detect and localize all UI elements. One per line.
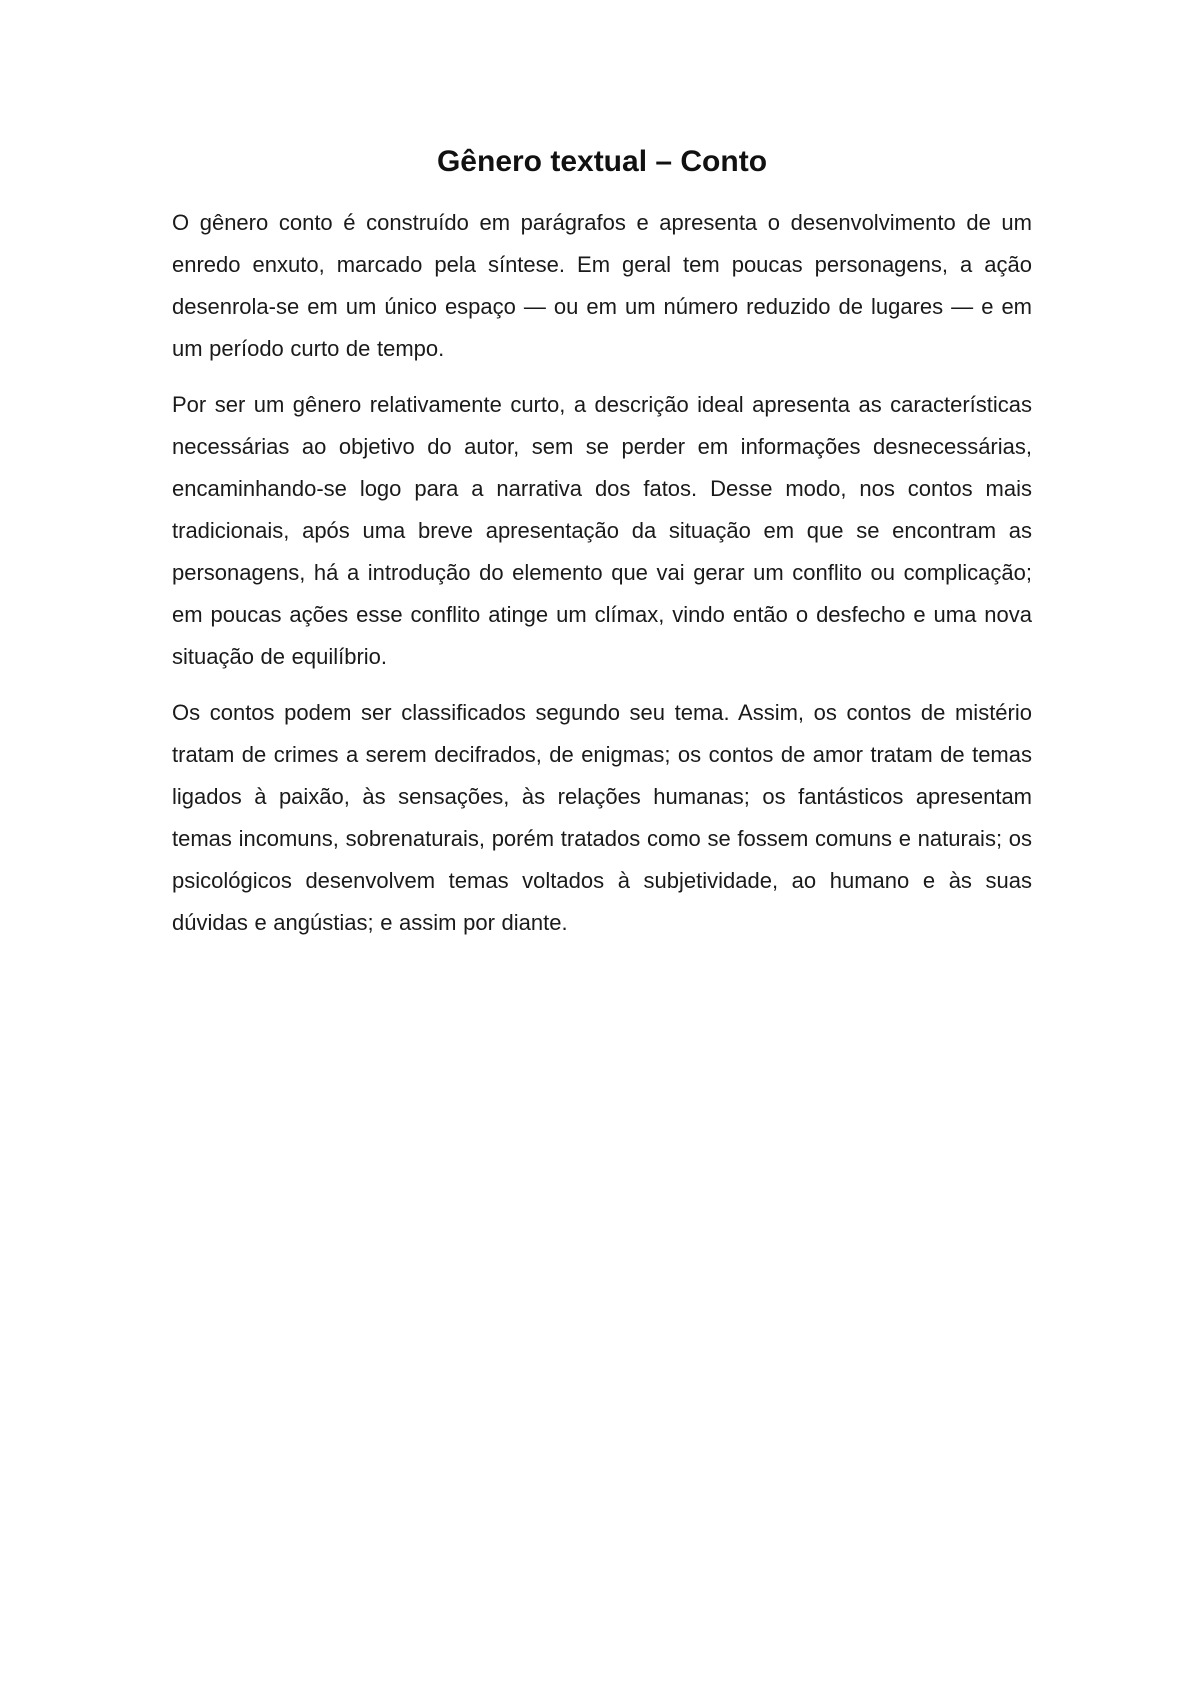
document-body [172,140,1032,958]
page-title: Gênero textual – Conto [436,145,768,178]
paragraph-2: Por ser um gênero relativamente curto, a descrição ideal apresenta as características necessárias ao objetivo do autor, sem se perder em informações desnecessárias, encaminhando-se logo para a narrativa dos fatos. Desse modo, nos contos mais tradicionais, após uma breve apresentação da situação em que se encontram as personagens, há a introdução do elemento que vai gerar um conflito ou complicação; em poucas ações esse conflito atinge um clímax, vindo então o desfecho e uma nova situação de equilíbrio. [172,392,1032,669]
paragraph-3: Os contos podem ser classificados segundo seu tema. Assim, os contos de mistério tratam de crimes a serem decifrados, de enigmas; os contos de amor tratam de temas ligados à paixão, às sensações, às relações humanas; os fantásticos apresentam temas incomuns, sobrenaturais, porém tratados como se fossem comuns e naturais; os psicológicos desenvolvem temas voltados à subjetividade, ao humano e às suas dúvidas e angústias; e assim por diante. [172,700,1032,935]
paragraph-1: O gênero conto é construído em parágrafos e apresenta o desenvolvimento de um enredo enxuto, marcado pela síntese. Em geral tem poucas personagens, a ação desenrola-se em um único espaço — ou em um número reduzido de lugares — e em um período curto de tempo. [172,210,1032,361]
